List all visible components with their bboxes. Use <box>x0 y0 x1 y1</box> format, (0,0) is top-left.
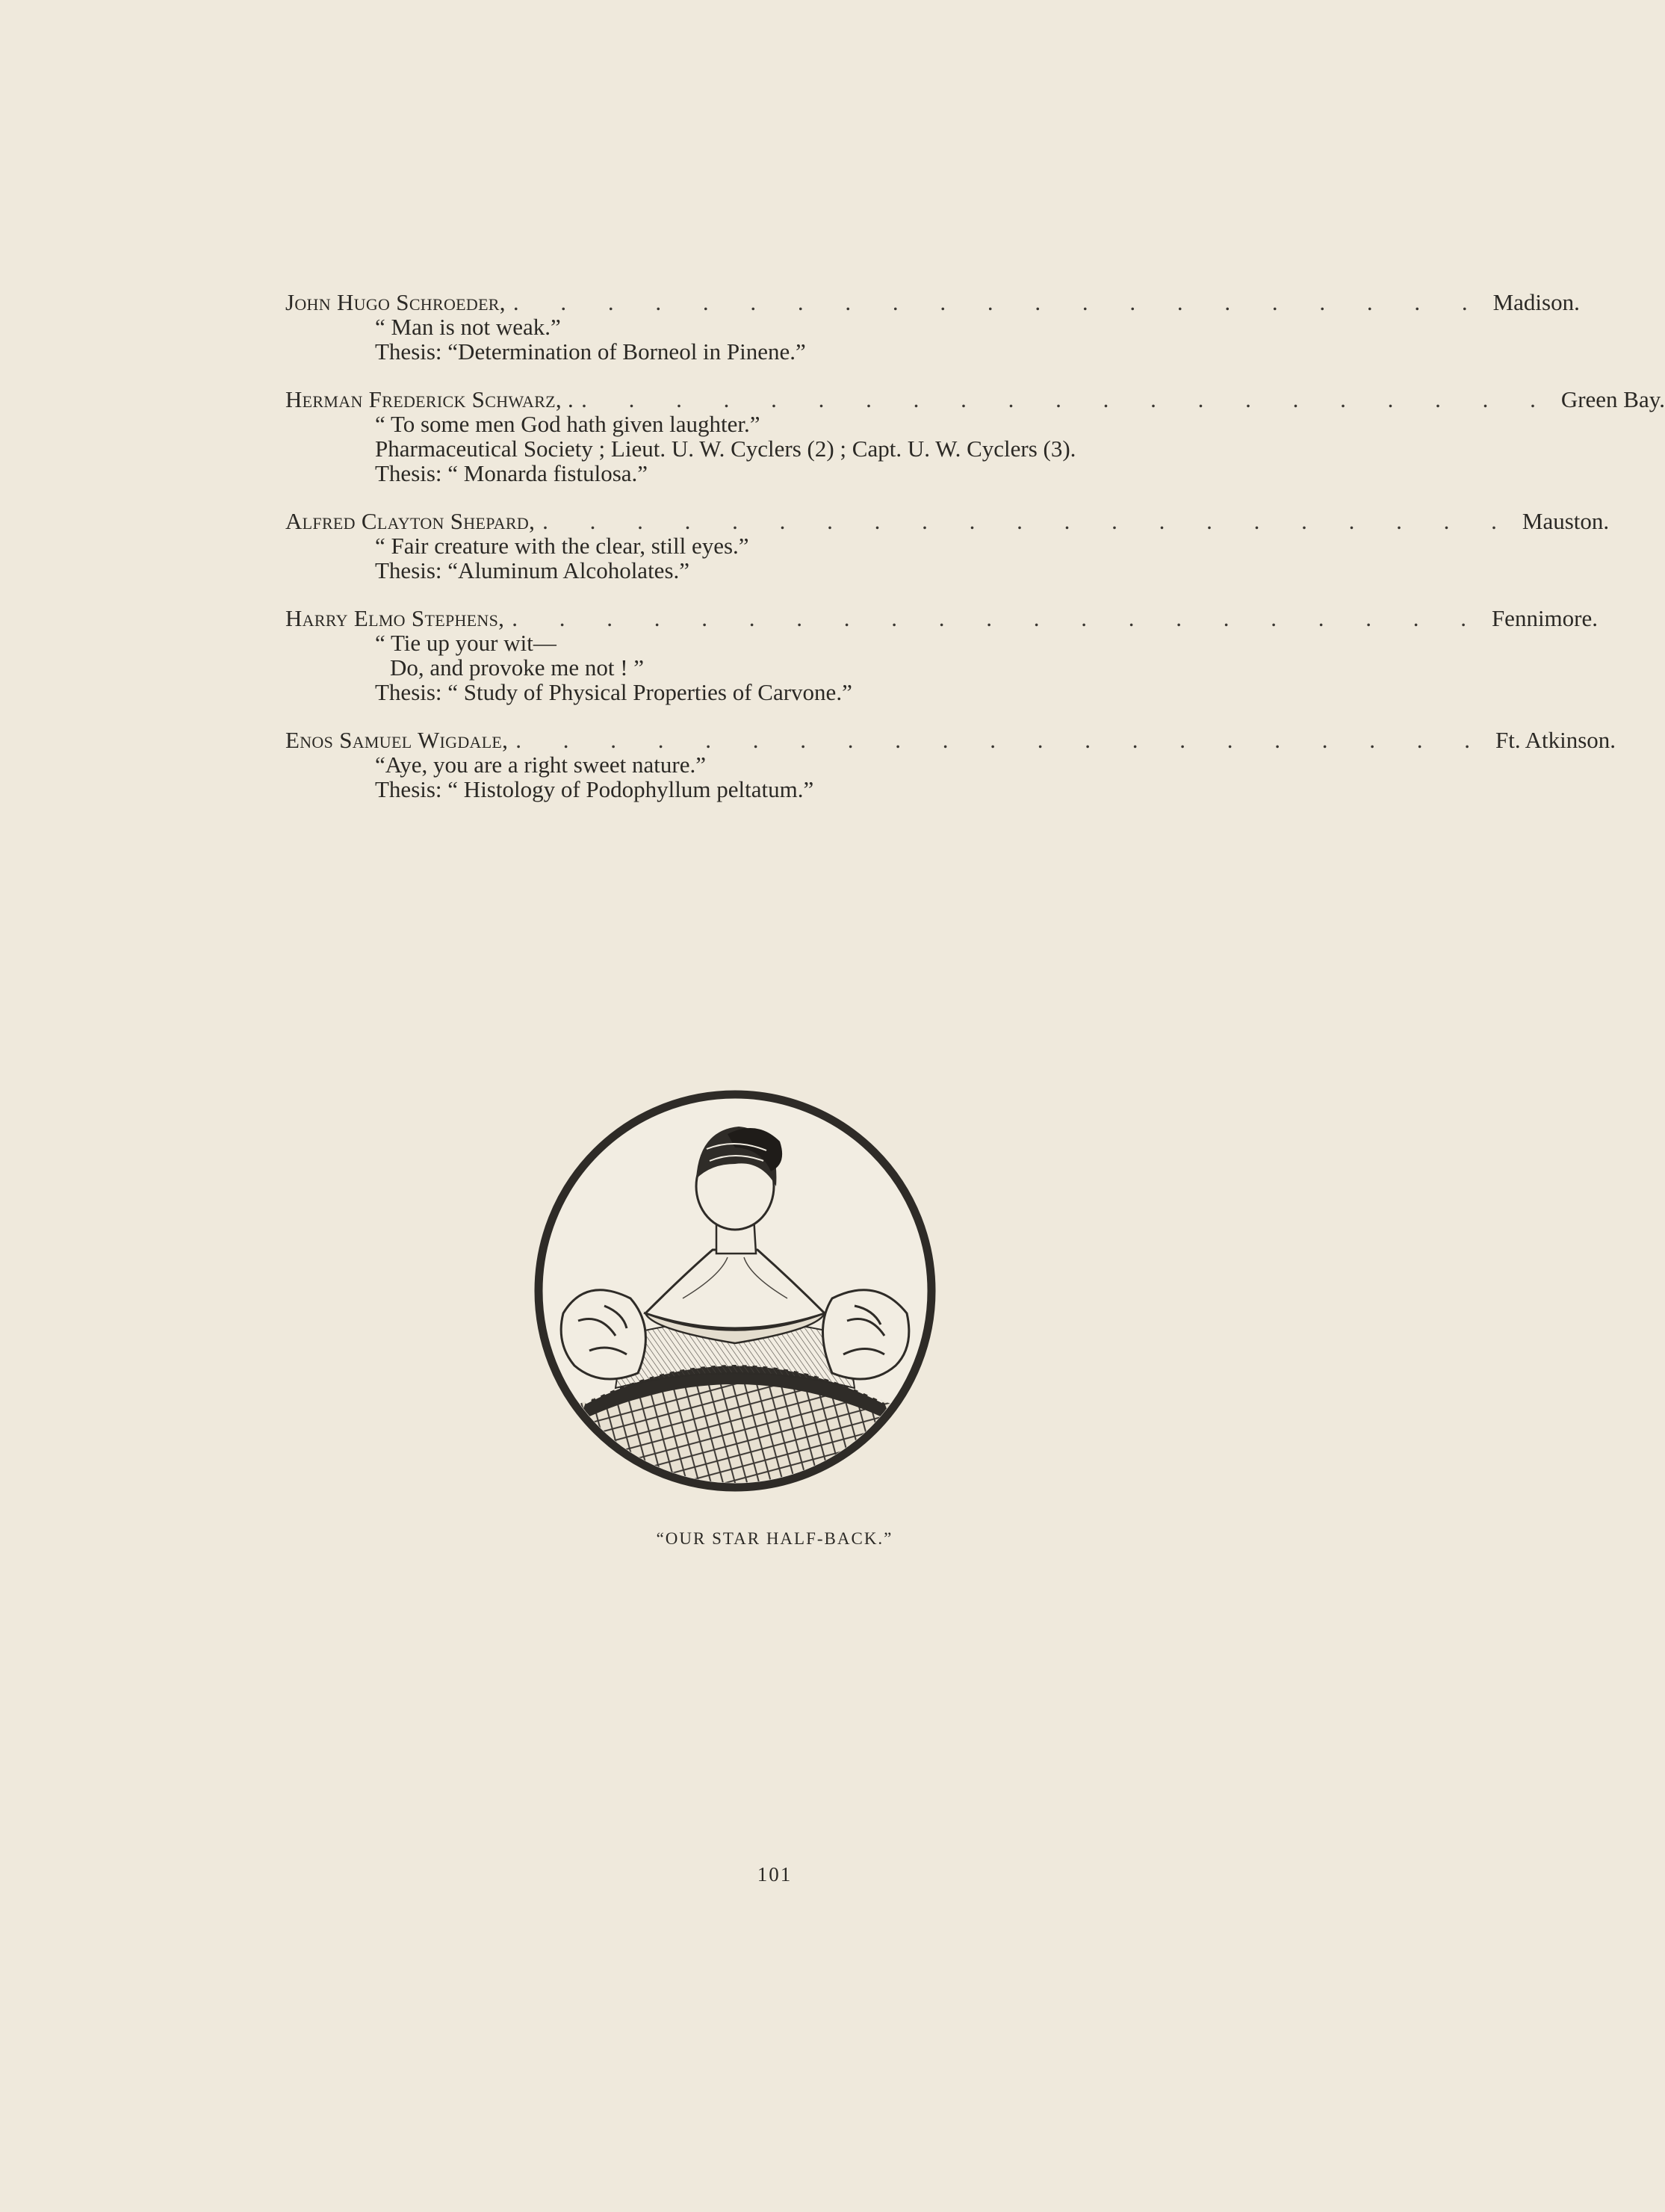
activities-line: Pharmaceutical Society ; Lieut. U. W. Cyclers (2) ; Capt. U. W. Cyclers (3). <box>375 436 1076 462</box>
graduate-name: Herman Frederick Schwarz, . <box>285 386 574 412</box>
entry-heading <box>285 605 1598 631</box>
illustration-caption: “OUR STAR HALF-BACK.” <box>656 1529 893 1548</box>
hometown: Fennimore. <box>1491 605 1598 631</box>
quote-line: “Aye, you are a right sweet nature.” <box>375 752 707 778</box>
graduate-list <box>285 289 1665 825</box>
woman-back-portrait-icon <box>533 1089 937 1493</box>
hometown: Green Bay. <box>1560 386 1665 412</box>
graduate-name: Harry Elmo Stephens, <box>285 605 505 631</box>
quote-line: “ Tie up your wit— <box>375 630 556 656</box>
graduate-name: Alfred Clayton Shepard, <box>285 508 536 534</box>
hometown: Mauston. <box>1522 508 1610 534</box>
entry-wigdale <box>285 727 1616 802</box>
portrait-vignette <box>533 1089 937 1493</box>
graduate-name: Enos Samuel Wigdale, <box>285 727 509 753</box>
entry-shepard <box>285 508 1610 583</box>
entry-heading <box>285 508 1610 534</box>
thesis-line: Thesis: “Determination of Borneol in Pinene.” <box>375 338 806 365</box>
thesis-line: Thesis: “ Histology of Podophyllum peltatum.” <box>375 776 814 802</box>
entry-stephens <box>285 605 1598 705</box>
thesis-line: Thesis: “ Monarda fistulosa.” <box>375 460 648 486</box>
quote-line: “ Fair creature with the clear, still eyes.” <box>375 533 749 559</box>
graduate-name: John Hugo Schroeder, <box>285 289 506 315</box>
quote-line: “ To some men God hath given laughter.” <box>375 411 760 437</box>
thesis-line: Thesis: “ Study of Physical Properties of Carvone.” <box>375 679 852 705</box>
thesis-line: Thesis: “Aluminum Alcoholates.” <box>375 557 690 583</box>
leader-dots: . . . . . . . . . . . . . . . . . . . . . <box>515 727 1488 753</box>
entry-heading <box>285 727 1616 753</box>
quote-line: Do, and provoke me not ! ” <box>390 654 645 681</box>
leader-dots: . . . . . . . . . . . . . . . . . . . . . <box>512 289 1486 315</box>
quote-line: “ Man is not weak.” <box>375 314 561 340</box>
entry-heading <box>285 289 1580 315</box>
entry-schroeder <box>285 289 1580 365</box>
page-number: 101 <box>757 1863 793 1886</box>
leader-dots: . . . . . . . . . . . . . . . . . . . . . <box>581 386 1554 412</box>
entry-heading <box>285 386 1665 412</box>
leader-dots: . . . . . . . . . . . . . . . . . . . . . <box>542 508 1515 534</box>
entry-schwarz <box>285 386 1665 486</box>
leader-dots: . . . . . . . . . . . . . . . . . . . . . <box>512 605 1484 631</box>
hometown: Madison. <box>1492 289 1580 315</box>
hometown: Ft. Atkinson. <box>1495 727 1616 753</box>
